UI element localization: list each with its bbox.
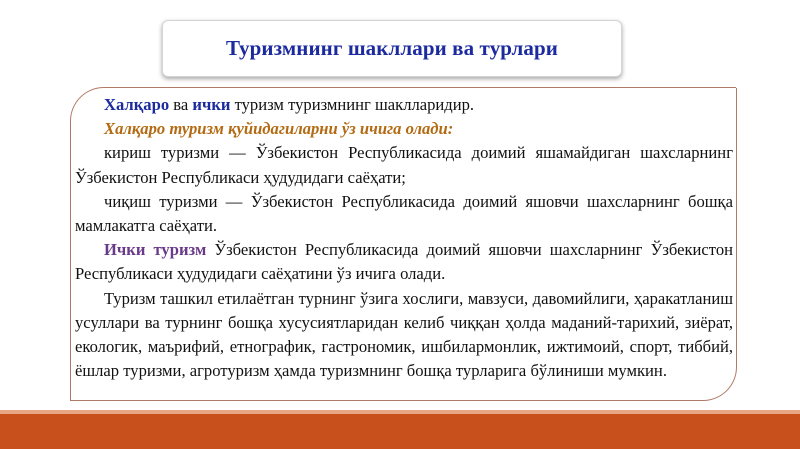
internal-paragraph bbox=[75, 238, 733, 286]
item-outbound: чиқиш туризми — Ўзбекистон Республикасида доимий яшовчи шахсларнинг бошқа мамлакатга саёҳати. bbox=[75, 191, 733, 236]
bottom-bar bbox=[0, 414, 800, 449]
term-international: Халқаро bbox=[104, 95, 170, 114]
content-text bbox=[75, 93, 733, 383]
slide-title: Туризмнинг шакллари ва турлари bbox=[225, 36, 559, 60]
subheading: Халқаро туризм қуйидагиларни ўз ичига олади: bbox=[104, 119, 454, 139]
item-inbound: кириш туризми — Ўзбекистон Республикасида доимий яшамайдиган шахсларнинг Ўзбекистон Республикаси ҳудудидаги саёҳати; bbox=[75, 143, 733, 187]
term-internal: ички bbox=[192, 95, 231, 114]
types-paragraph: Туризм ташкил етилаётган турнинг ўзига хослиги, мавзуси, давомийлиги, ҳаракатланиш усуллари ва турнинг бошқа хусусиятларидан келиб чиққан ҳолда маданий-тарихий, зиёрат, екологик, маърифий, етнографик, гастрономик, ишбилармонлик, ижтимоий, спорт, тиббий, ёшлар туризми, агротуризм ҳамда туризмнинг бошқа турларига бўлиниши мумкин. bbox=[75, 288, 733, 381]
term-internal-tourism: Ички туризм bbox=[104, 240, 207, 260]
intro-connector: ва bbox=[169, 95, 193, 114]
intro-rest: туризм туризмнинг шаклларидир. bbox=[230, 95, 475, 114]
content-frame-left-edge bbox=[70, 126, 71, 401]
title-box bbox=[162, 20, 622, 77]
internal-rest: Ўзбекистон Республикасида доимий яшовчи шахсларнинг Ўзбекистон Республикаси ҳудудидаги саёҳатини ўз ичига олади. bbox=[75, 240, 733, 284]
intro-paragraph bbox=[75, 93, 733, 117]
